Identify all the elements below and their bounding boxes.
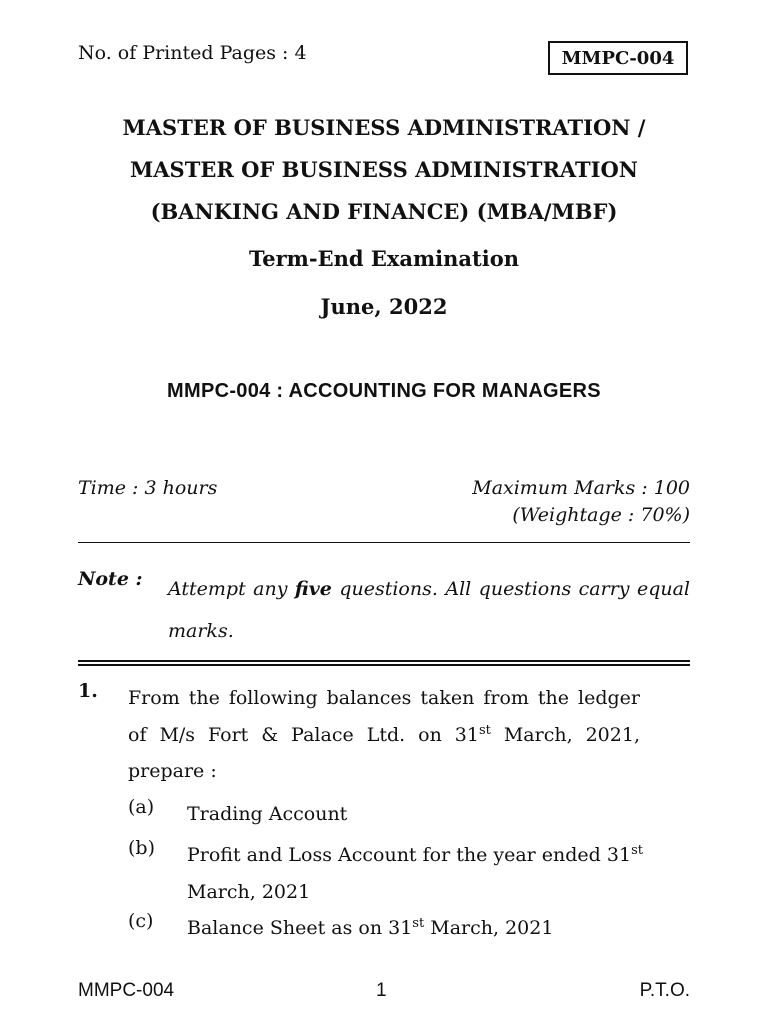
footer-page-number: 1 [376, 980, 387, 1001]
question-intro-end: March, 2021, prepare : [128, 723, 640, 782]
question-number: 1. [78, 680, 98, 702]
item-text-a [187, 796, 657, 833]
weightage: (Weightage : 70%) [512, 504, 690, 526]
item-c-text-end: March, 2021 [424, 917, 554, 939]
item-label-c: (c) [128, 910, 154, 932]
exam-title: Term-End Examination [248, 246, 519, 271]
exam-date: June, 2022 [320, 294, 448, 319]
program-title-line-3: (BANKING AND FINANCE) (MBA/MBF) [150, 199, 618, 224]
double-rule-bottom [78, 664, 690, 666]
item-text-b [187, 837, 647, 910]
time-allowed: Time : 3 hours [78, 477, 218, 499]
printed-pages-count: No. of Printed Pages : 4 [78, 42, 307, 64]
maximum-marks: Maximum Marks : 100 [472, 477, 690, 499]
question-intro-start: From the following balances taken from the ledger of M/s Fort & Palace Ltd. on 31 [128, 687, 640, 746]
program-title-line-1: MASTER OF BUSINESS ADMINISTRATION / [122, 115, 646, 140]
footer-pto: P.T.O. [639, 980, 690, 1001]
program-title-line-2: MASTER OF BUSINESS ADMINISTRATION [130, 157, 638, 182]
item-c-ordinal-suffix: st [412, 916, 425, 931]
note-emphasis: five [294, 578, 332, 600]
item-b-ordinal-suffix: st [631, 843, 643, 858]
note-text-start: Attempt any [168, 578, 295, 600]
item-label-a: (a) [128, 796, 155, 818]
question-text [128, 680, 640, 790]
note-label: Note : [78, 568, 143, 590]
course-title: MMPC-004 : ACCOUNTING FOR MANAGERS [167, 380, 601, 402]
note-text-end: questions. All questions carry equal marks. [168, 578, 691, 642]
divider [78, 542, 690, 543]
item-text-c [187, 910, 657, 947]
footer-course-code: MMPC-004 [78, 980, 175, 1001]
double-rule-top [78, 660, 690, 662]
item-b-text-end: March, 2021 [187, 880, 311, 903]
course-code-box: MMPC-004 [548, 41, 688, 75]
ordinal-suffix: st [478, 722, 491, 738]
item-label-b: (b) [128, 837, 155, 859]
item-a-text: Trading Account [187, 803, 348, 825]
item-c-text-start: Balance Sheet as on 31 [187, 917, 413, 939]
item-b-text-start: Profit and Loss Account for the year ended 31 [187, 844, 632, 866]
note-text [168, 568, 690, 652]
